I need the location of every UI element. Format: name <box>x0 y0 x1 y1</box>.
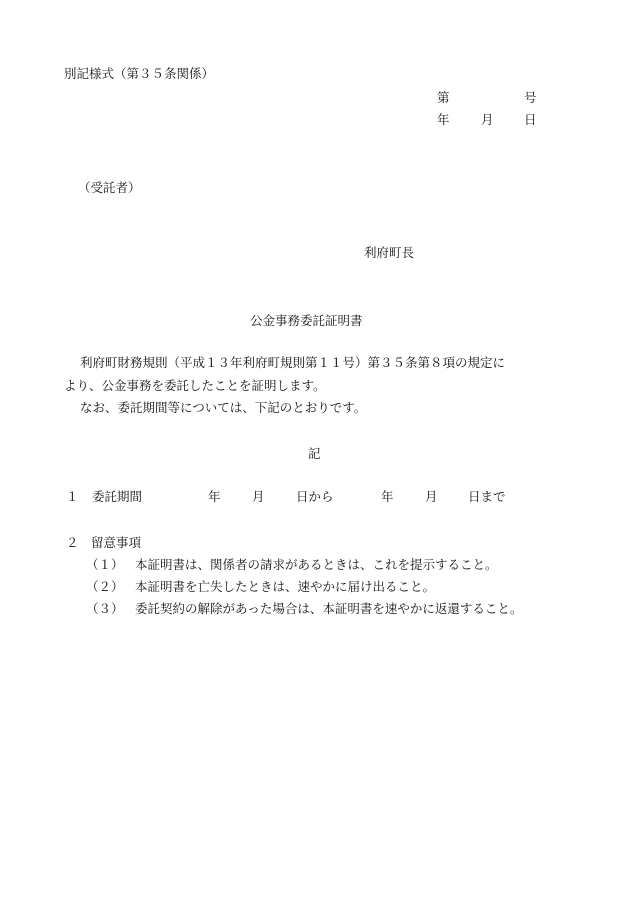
trustee-label: （受託者） <box>78 180 141 195</box>
issue-date-day: 日 <box>524 112 537 127</box>
doc-number-prefix: 第 <box>437 90 450 105</box>
form-reference: 別記様式（第３５条関係） <box>64 66 215 81</box>
body-line-2: より、公金事務を委託したことを証明します。 <box>64 378 326 393</box>
issue-date-year: 年 <box>437 112 450 127</box>
period-label: 委託期間 <box>92 489 143 504</box>
note-text: 委託契約の解除があった場合は、本証明書を速やかに返還すること。 <box>135 601 523 616</box>
period-start-day: 日から <box>296 489 334 504</box>
note-number: （２） <box>86 579 124 594</box>
note-number: （１） <box>86 557 124 572</box>
doc-number-suffix: 号 <box>524 90 537 105</box>
body-line-1: 利府町財務規則（平成１３年利府町規則第１１号）第３５条第８項の規定に <box>80 355 506 370</box>
period-start-year: 年 <box>208 489 221 504</box>
period-end-day: 日まで <box>468 489 506 504</box>
ki-heading: 記 <box>308 446 321 461</box>
issuer-name: 利府町長 <box>364 245 415 260</box>
notes-heading: ２ 留意事項 <box>66 535 142 550</box>
note-text: 本証明書を亡失したときは、速やかに届け出ること。 <box>135 579 436 594</box>
period-number: １ <box>66 489 79 504</box>
note-number: （３） <box>86 601 124 616</box>
note-text: 本証明書は、関係者の請求があるときは、これを提示すること。 <box>135 557 498 572</box>
period-end-month: 月 <box>425 489 438 504</box>
issue-date-month: 月 <box>481 112 494 127</box>
period-start-month: 月 <box>252 489 265 504</box>
period-end-year: 年 <box>381 489 394 504</box>
body-line-3: なお、委託期間等については、下記のとおりです。 <box>80 400 367 415</box>
document-title: 公金事務委託証明書 <box>250 313 363 328</box>
